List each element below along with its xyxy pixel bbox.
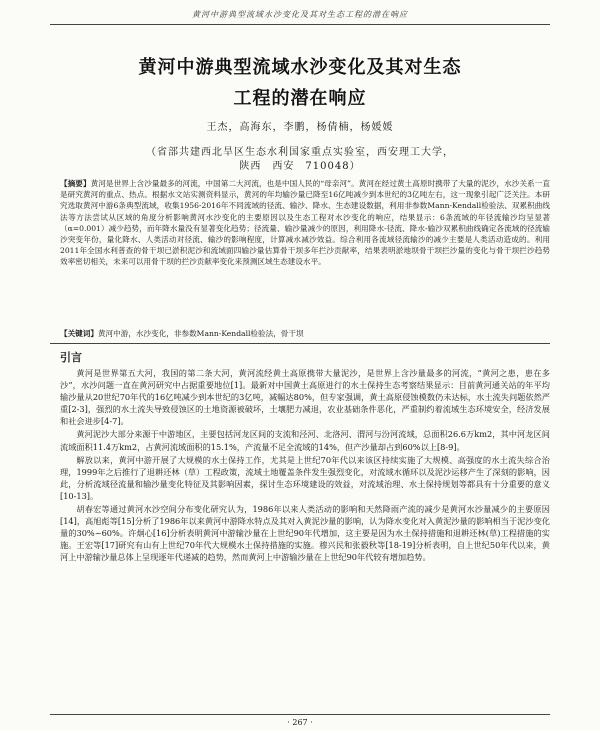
- section-heading: 引言: [60, 351, 82, 364]
- keywords: [60, 328, 550, 339]
- paragraph: 黄河泥沙大部分来源于中游地区，主要包括河龙区间的支流和泾河、北洛河、渭河与汾河流域，总面积26.6万km2，其中河龙区间流域面积11.4万km2，占黄河流域面积的15.1%，产流量不足全流域的14%，但产沙量却占到60%以上[8-9]。: [60, 429, 550, 452]
- paragraph: 解放以来，黄河中游开展了大规模的水土保持工作，尤其是上世纪70年代以来该区持续实施了大规模、高强度的水土流失综合治理，1999年之后推行了退耕还林（草）工程政策，流域土地覆盖条件发生强烈变化，对流域水循环以及泥沙运移产生了深刻的影响，因此，分析流域径流量和输沙量变化特征及其影响因素，探讨生态环境建设的效益，对流域治理、水土保持规划等都具有十分重要的意义[10-13]。: [60, 454, 550, 501]
- keywords-label: 【关键词】: [60, 329, 98, 338]
- body-text: [60, 367, 550, 565]
- affiliation-line-2: 陕西 西安 710048）: [239, 161, 361, 172]
- header-rule: [50, 24, 550, 25]
- footer-rule: [50, 714, 550, 715]
- author-list: 王杰，高海东，李鹏，杨倩楠，杨媛媛: [206, 122, 394, 133]
- keywords-text: 黄河中游，水沙变化，非参数Mann-Kendall检验法，骨干坝: [97, 329, 304, 338]
- running-head: 黄河中游典型流域水沙变化及其对生态工程的潜在响应: [192, 10, 408, 19]
- paper-title-line-1: 黄河中游典型流域水沙变化及其对生态: [138, 57, 462, 78]
- page-number: · 267 ·: [287, 718, 313, 727]
- paper-title-line-2: 工程的潜在响应: [233, 88, 367, 109]
- affiliation-line-1: （省部共建西北旱区生态水利国家重点实验室，西安理工大学，: [146, 147, 454, 158]
- abstract-label: 【摘要】: [60, 179, 91, 188]
- paragraph: 黄河是世界第五大河，我国的第二条大河，黄河流经黄土高原携带大量泥沙，是世界上含沙量最多的河流，“黄河之患，患在多沙”，水沙问题一直在黄河研究中占据重要地位[1]。最新对中国黄土高原进行的水土保持生态考察结果显示：目前黄河通关站的年平均输沙量从20世纪70年代的16亿吨减少到本世纪的3亿吨，减幅达80%，但专家强调，黄土高原侵蚀模数仍未达标，水土流失问题依然严重[2-3]，强烈的水土流失导致侵蚀区的土地资源被破坏，土壤肥力减退，农业基础条件恶化，严重制约着流域生态环境安全，经济发展和社会进步[4-7]。: [60, 368, 550, 427]
- abstract-text: 黄河是世界上含沙量最多的河流，中国第二大河流，也是中国人民的“母亲河”。黄河在经过黄土高原时携带了大量的泥沙，水沙关系一直是研究黄河的重点、热点。根据水文站实测资料显示，黄河的年均输沙量已降至16亿吨减少到本世纪的3亿吨左右，这一现象引起广泛关注。本研究选取黄河中游6条典型流域，收集1956-2016年不同流域的径流、输沙、降水、生态建设数据，利用非参数Mann-Kendall检验法、双累积曲线法等方法尝试从区域的角度分析影响黄河水沙变化的主要原因以及生态工程对水沙变化的响应，结果显示：6条流域的年径流输沙均呈显著（α=0.001）减少趋势，而年降水量没有显著变化趋势；径流量、输沙量减少的原因，利用降水-径流、降水-输沙双累积曲线确定各流域的径流输沙突变年份，量化降水、人类活动对径流、输沙的影响程度，计算减水减沙效益。综合利用各流域径流输沙的减少主要是人类活动造成的。利用2011年全国水利普查的骨干坝已淤积泥沙和流域面四输沙量估算骨干坝多年拦沙贡献率，结果表明淤地坝骨干坝拦沙量的变化与骨干坝拦沙趋势效率密切相关，未来可以用骨干坝的拦沙贡献率变化来预测区域生态建设水平。: [60, 179, 550, 267]
- section-divider: [50, 343, 550, 344]
- abstract: [60, 178, 550, 268]
- paragraph: 胡春宏等通过黄河水沙空间分布变化研究认为，1986年以来人类活动的影响和天然降雨产流的减少是黄河水沙量减少的主要原因[14]，高旭彪等[15]分析了1986年以来黄河中游降水特点及其对入黄泥沙量的影响，认为降水变化对入黄泥沙量的影响相当于泥沙变化量的30%~60%。许炯心[16]分析表明黄河中游输沙量在上世纪90年代增加，这主要是因为水土保持措施和退耕还林(草)工程措施的实施。王宏等[17]研究有山有上世纪70年代大规模水土保持措施的实施。穆兴民和张毅秋等[18-19]分析表明，自上世纪50年代以来，黄河上中游输沙量总体上呈现逐年代递减的趋势，然而黄河上中游输沙量在上世纪90年代较有增加趋势。: [60, 504, 550, 563]
